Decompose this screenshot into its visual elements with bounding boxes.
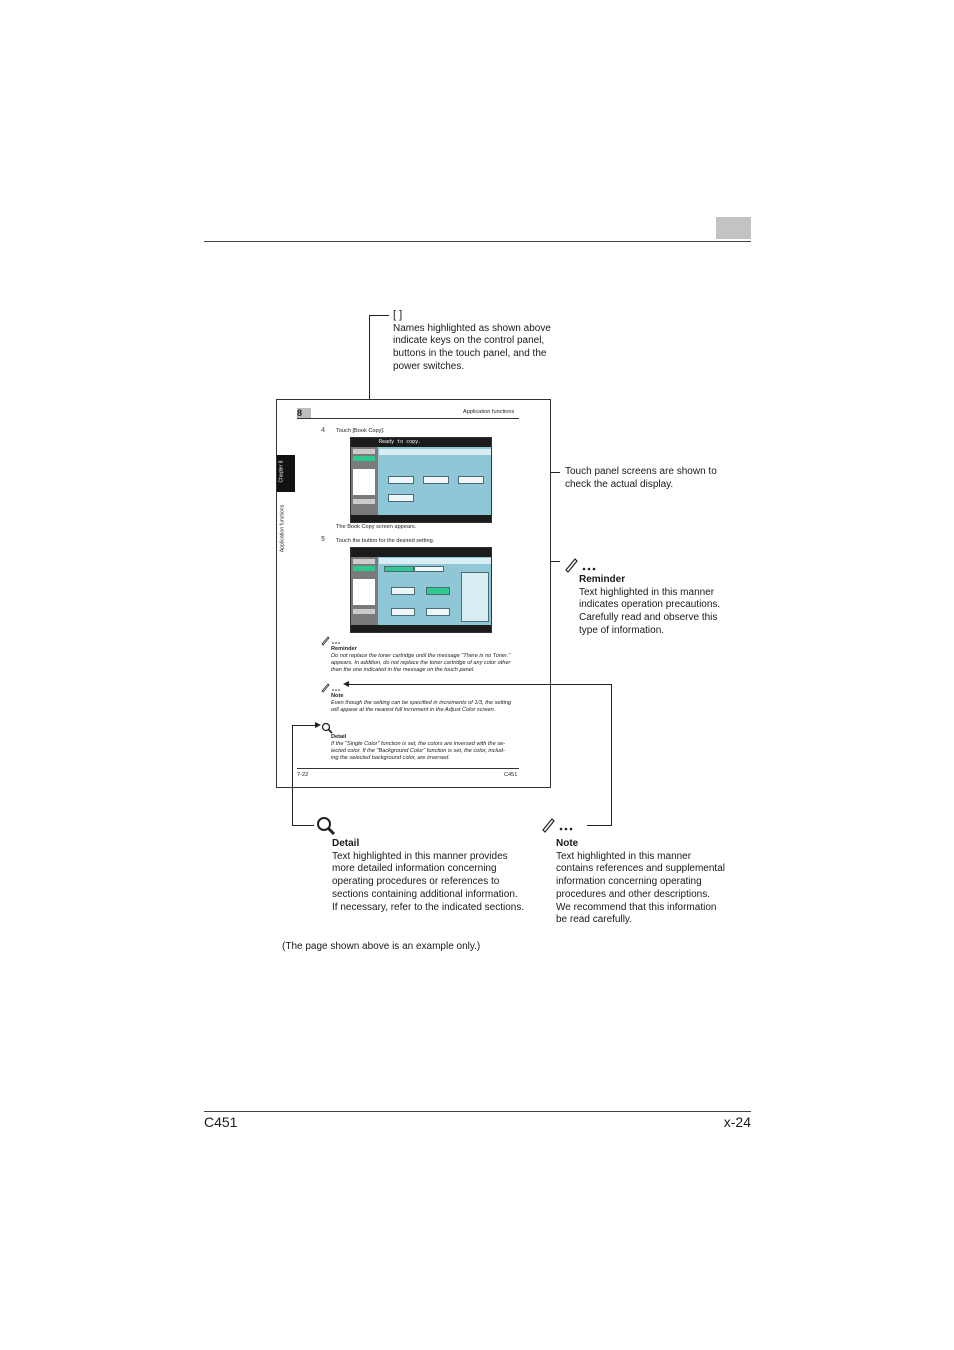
panel1-bar <box>379 449 491 455</box>
reminder-line-1: Text highlighted in this manner <box>579 586 715 598</box>
sample-side-tab-bottom: Application functions <box>279 504 286 553</box>
sample-detail-line-2: lected color. If the "Background Color" function is set, the color, includ- <box>331 748 505 754</box>
reminder-line-2: indicates operation precautions. <box>579 599 721 611</box>
detail-leader-bottom <box>292 825 314 826</box>
sample-panel-2 <box>350 547 492 633</box>
reminder-title: Reminder <box>579 574 626 585</box>
keys-line-2: indicate keys on the control panel, <box>393 335 545 347</box>
detail-leader-v <box>292 725 293 825</box>
keys-line-4: power switches. <box>393 360 465 372</box>
panel2-right-box <box>461 572 489 622</box>
note-line-5: We recommend that this information <box>556 901 717 913</box>
sample-step4-number: 4 <box>321 427 325 434</box>
sample-footer-left: 7-22 <box>297 772 309 778</box>
panel1-left-btn-3 <box>353 499 375 504</box>
note-line-1: Text highlighted in this manner <box>556 850 692 862</box>
sample-reminder-line-3: than the one indicated in the message on the touch panel. <box>331 667 475 673</box>
detail-line-1: Text highlighted in this manner provides <box>332 850 508 862</box>
reminder-line-3: Carefully read and observe this <box>579 612 718 624</box>
panel1-left-column <box>351 447 378 522</box>
note-line-3: information concerning operating <box>556 876 702 888</box>
chapter-tab <box>716 217 751 239</box>
panel1-btn-3 <box>458 476 484 484</box>
footer-rule <box>204 1111 751 1112</box>
sample-note-line-2: will appear at the nearest full increment in the Adjust Color screen. <box>331 707 496 713</box>
note-line-4: procedures and other descriptions. <box>556 888 710 900</box>
note-pencil-icon <box>541 817 575 838</box>
sample-header-right: Application functions <box>463 409 515 415</box>
panel1-btn-4 <box>388 494 414 502</box>
touch-panel-line-1: Touch panel screens are shown to <box>565 466 717 477</box>
note-callout <box>556 838 725 927</box>
sample-reminder-line-1: Do not replace the toner cartridge until the message "There is no Toner." <box>331 653 511 659</box>
panel2-left-btn-2 <box>353 566 375 571</box>
note-leader-v <box>611 684 612 825</box>
sample-reminder-title: Reminder <box>331 646 357 652</box>
panel2-left-column <box>351 557 378 632</box>
keys-line-1: Names highlighted as shown above <box>393 322 551 334</box>
panel2-top <box>351 548 491 557</box>
panel2-footer <box>351 625 491 632</box>
sample-panel-1 <box>350 437 492 523</box>
footer-page-number: x-24 <box>723 1114 751 1130</box>
sample-chapter-number: 8 <box>297 408 303 418</box>
panel2-left-btn-3 <box>353 609 375 614</box>
header-rule <box>204 241 751 242</box>
panel2-btn-2 <box>426 587 450 595</box>
keys-callout <box>393 309 551 374</box>
note-line-6: be read carefully. <box>556 914 632 926</box>
reminder-callout <box>579 574 720 638</box>
detail-line-2: more detailed information concerning <box>332 863 497 875</box>
detail-line-3: operating procedures or references to <box>332 876 500 888</box>
panel2-tab-2 <box>414 566 444 572</box>
panel1-footer <box>351 515 491 522</box>
panel2-tab-1 <box>384 566 414 572</box>
panel2-btn-1 <box>391 587 415 595</box>
sample-page <box>276 399 551 788</box>
panel2-btn-3 <box>391 608 415 616</box>
touch-panel-callout <box>565 466 717 491</box>
panel2-bar <box>379 558 491 564</box>
note-title: Note <box>556 838 579 849</box>
panel2-thumbnail <box>353 579 375 605</box>
detail-callout <box>332 838 524 914</box>
note-arrowhead <box>343 681 349 687</box>
detail-line-4: sections containing additional information. <box>332 888 518 900</box>
sample-note-line-1: Even though the setting can be specified in increments of 1/3, the setting <box>331 700 512 706</box>
note-line-2: contains references and supplemental <box>556 863 725 875</box>
panel1-left-btn-2 <box>353 456 375 461</box>
example-caption: (The page shown above is an example only.) <box>282 941 481 952</box>
sample-header-rule <box>297 418 519 419</box>
sample-detail-line-1: If the "Single Color" function is set, the colors are inversed with the se- <box>331 741 506 747</box>
sample-footer-rule <box>297 768 519 769</box>
sample-footer-right: C451 <box>504 772 518 778</box>
bracket-symbol: [ ] <box>393 309 403 321</box>
panel2-btn-4 <box>426 608 450 616</box>
sample-step5-text: Touch the button for the desired setting. <box>336 538 435 544</box>
panel1-left-btn-1 <box>353 449 375 454</box>
detail-leader-top <box>292 725 315 726</box>
note-leader-bottom <box>587 825 612 826</box>
detail-title: Detail <box>332 838 360 849</box>
footer-model: C451 <box>204 1114 238 1130</box>
panel1-btn-1 <box>388 476 414 484</box>
sample-step4-text: Touch [Book Copy]. <box>336 428 385 434</box>
sample-step4-result: The Book Copy screen appears. <box>336 524 417 530</box>
keys-leader-h <box>369 315 389 316</box>
sample-note-title: Note <box>331 693 344 699</box>
sample-side-tab-top: Chapter 8 <box>278 460 285 483</box>
panel1-thumbnail <box>353 469 375 495</box>
keys-line-3: buttons in the touch panel, and the <box>393 348 547 360</box>
detail-line-5: If necessary, refer to the indicated sections. <box>332 901 525 913</box>
sample-detail-line-3: ing the selected background color, are inversed. <box>331 755 450 761</box>
detail-arrowhead <box>315 722 321 728</box>
panel2-left-btn-1 <box>353 559 375 564</box>
touch-panel-line-2: check the actual display. <box>565 478 674 490</box>
panel1-title: Ready to copy. <box>351 438 491 447</box>
reminder-line-4: type of information. <box>579 624 665 636</box>
panel1-btn-2 <box>423 476 449 484</box>
sample-detail-title: Detail <box>331 734 347 740</box>
sample-step5-number: 5 <box>321 536 325 543</box>
sample-reminder-line-2: appears. In addition, do not replace the toner cartridge of any color other <box>331 660 511 666</box>
note-leader-top <box>349 684 611 685</box>
